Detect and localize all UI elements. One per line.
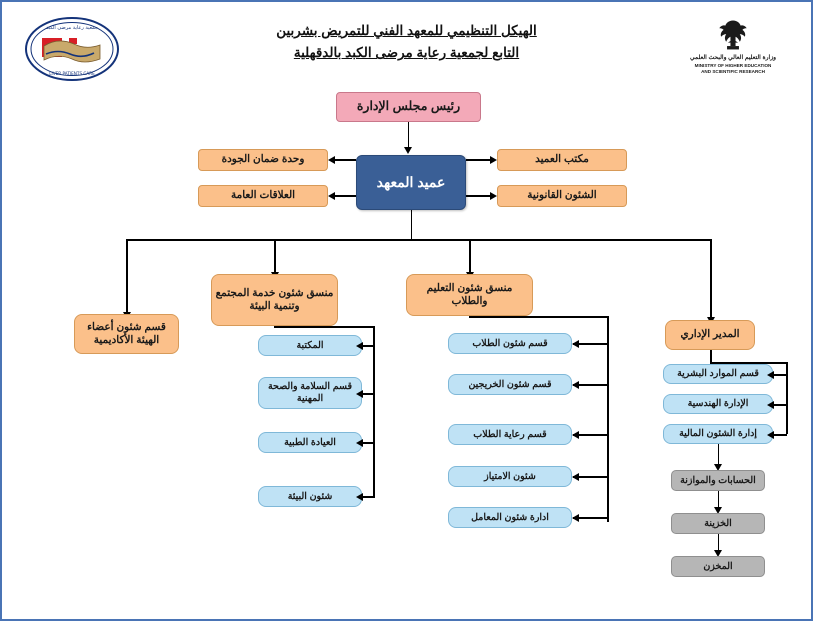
education-branch-spine [607, 316, 609, 522]
connector-dean-quality [335, 159, 356, 161]
node-library[interactable]: المكتبة [258, 335, 362, 356]
connector-environment-affairs [363, 496, 374, 498]
ministry-logo [673, 18, 793, 84]
node-treasury[interactable]: الخزينة [671, 513, 765, 534]
connector-occupational-safety [363, 393, 374, 395]
node-store[interactable]: المخزن [671, 556, 765, 577]
ministry-name-en-2: AND SCIENTIFIC RESEARCH [701, 69, 765, 75]
arrow-internship-affairs [572, 473, 579, 481]
node-dean-office[interactable]: مكتب العميد [497, 149, 627, 171]
drop-community [274, 239, 276, 274]
node-quality-unit[interactable]: وحدة ضمان الجودة [198, 149, 328, 171]
node-public-relations[interactable]: العلاقات العامة [198, 185, 328, 207]
community-branch-top [274, 326, 374, 328]
node-education-student-coordinator[interactable]: منسق شئون التعليم والطلاب [406, 274, 533, 316]
connector-engineering-administration [774, 404, 787, 406]
connector-dean-office [466, 159, 490, 161]
admin-branch-spine [786, 362, 788, 434]
connector-financial-affairs [774, 434, 787, 436]
education-branch-top [469, 316, 608, 318]
arrow-engineering-administration [767, 401, 774, 409]
node-occupational-safety[interactable]: قسم السلامة والصحة المهنية [258, 377, 362, 409]
node-academic-staff-affairs[interactable]: قسم شئون أعضاء الهيئة الأكاديمية [74, 314, 179, 354]
title-line-2: التابع لجمعية رعاية مرضى الكبد بالدقهلية [293, 45, 520, 61]
association-logo [24, 16, 120, 82]
drop-education [469, 239, 471, 274]
node-medical-clinic[interactable]: العيادة الطبية [258, 432, 362, 453]
ministry-logo-caption [673, 54, 793, 75]
arrow-occupational-safety [356, 390, 363, 398]
community-branch-spine [373, 326, 375, 498]
arrow-medical-clinic [356, 439, 363, 447]
connector-human-resources [774, 374, 787, 376]
node-internship-affairs[interactable]: شئون الامتياز [448, 466, 572, 487]
arrow-library [356, 342, 363, 350]
arrow-financial-affairs [767, 431, 774, 439]
title-line-1: الهيكل التنظيمي للمعهد الفني للتمريض بشربين [276, 23, 537, 38]
node-graduates-affairs[interactable]: قسم شئون الخريجين [448, 374, 572, 395]
node-financial-affairs[interactable]: إدارة الشئون المالية [663, 424, 773, 444]
arrow-dean-office [490, 156, 497, 164]
trunk-horizontal [127, 239, 711, 241]
connector-medical-clinic [363, 442, 374, 444]
connector-library [363, 345, 374, 347]
node-accounts-budget[interactable]: الحسابات والموازنة [671, 470, 765, 491]
node-labs-administration[interactable]: ادارة شئون المعامل [448, 507, 572, 528]
drop-academic-staff [126, 239, 128, 314]
node-community-service-coordinator[interactable]: منسق شئون خدمة المجتمع وتنمية البيئة [211, 274, 338, 326]
arrow-student-affairs [572, 340, 579, 348]
page-title [197, 20, 617, 65]
svg-text:جمعية رعاية مرضى الكبد: جمعية رعاية مرضى الكبد [45, 25, 99, 31]
node-student-care[interactable]: قسم رعاية الطلاب [448, 424, 572, 445]
arrow-dean-pr [328, 192, 335, 200]
ministry-name-ar: وزارة التعليم العالي والبحث العلمي [689, 55, 777, 61]
node-human-resources[interactable]: قسم الموارد البشرية [663, 364, 773, 384]
connector-dean-pr [335, 195, 356, 197]
node-student-affairs[interactable]: قسم شئون الطلاب [448, 333, 572, 354]
arrow-student-care [572, 431, 579, 439]
arrow-human-resources [767, 371, 774, 379]
node-board-chairman[interactable]: رئيس مجلس الإدارة [336, 92, 481, 122]
ministry-name-en-1: MINISTRY OF HIGHER EDUCATION [694, 63, 772, 69]
node-environment-affairs[interactable]: شئون البيئة [258, 486, 362, 507]
node-legal-affairs[interactable]: الشئون القانونية [497, 185, 627, 207]
arrow-chairman-dean [404, 147, 412, 154]
arrow-graduates-affairs [572, 381, 579, 389]
connector-chairman-dean [408, 122, 410, 149]
connector-dean-legal [466, 195, 490, 197]
node-administrative-director[interactable]: المدير الإداري [665, 320, 755, 350]
arrow-labs-administration [572, 514, 579, 522]
drop-admin [710, 239, 712, 319]
arrow-environment-affairs [356, 493, 363, 501]
node-engineering-administration[interactable]: الإدارة الهندسية [663, 394, 773, 414]
arrow-dean-legal [490, 192, 497, 200]
connector-dean-trunk [411, 210, 413, 240]
arrow-dean-quality [328, 156, 335, 164]
node-dean[interactable]: عميد المعهد [356, 155, 466, 210]
svg-text:LIVER PATIENTS CARE: LIVER PATIENTS CARE [49, 71, 95, 76]
